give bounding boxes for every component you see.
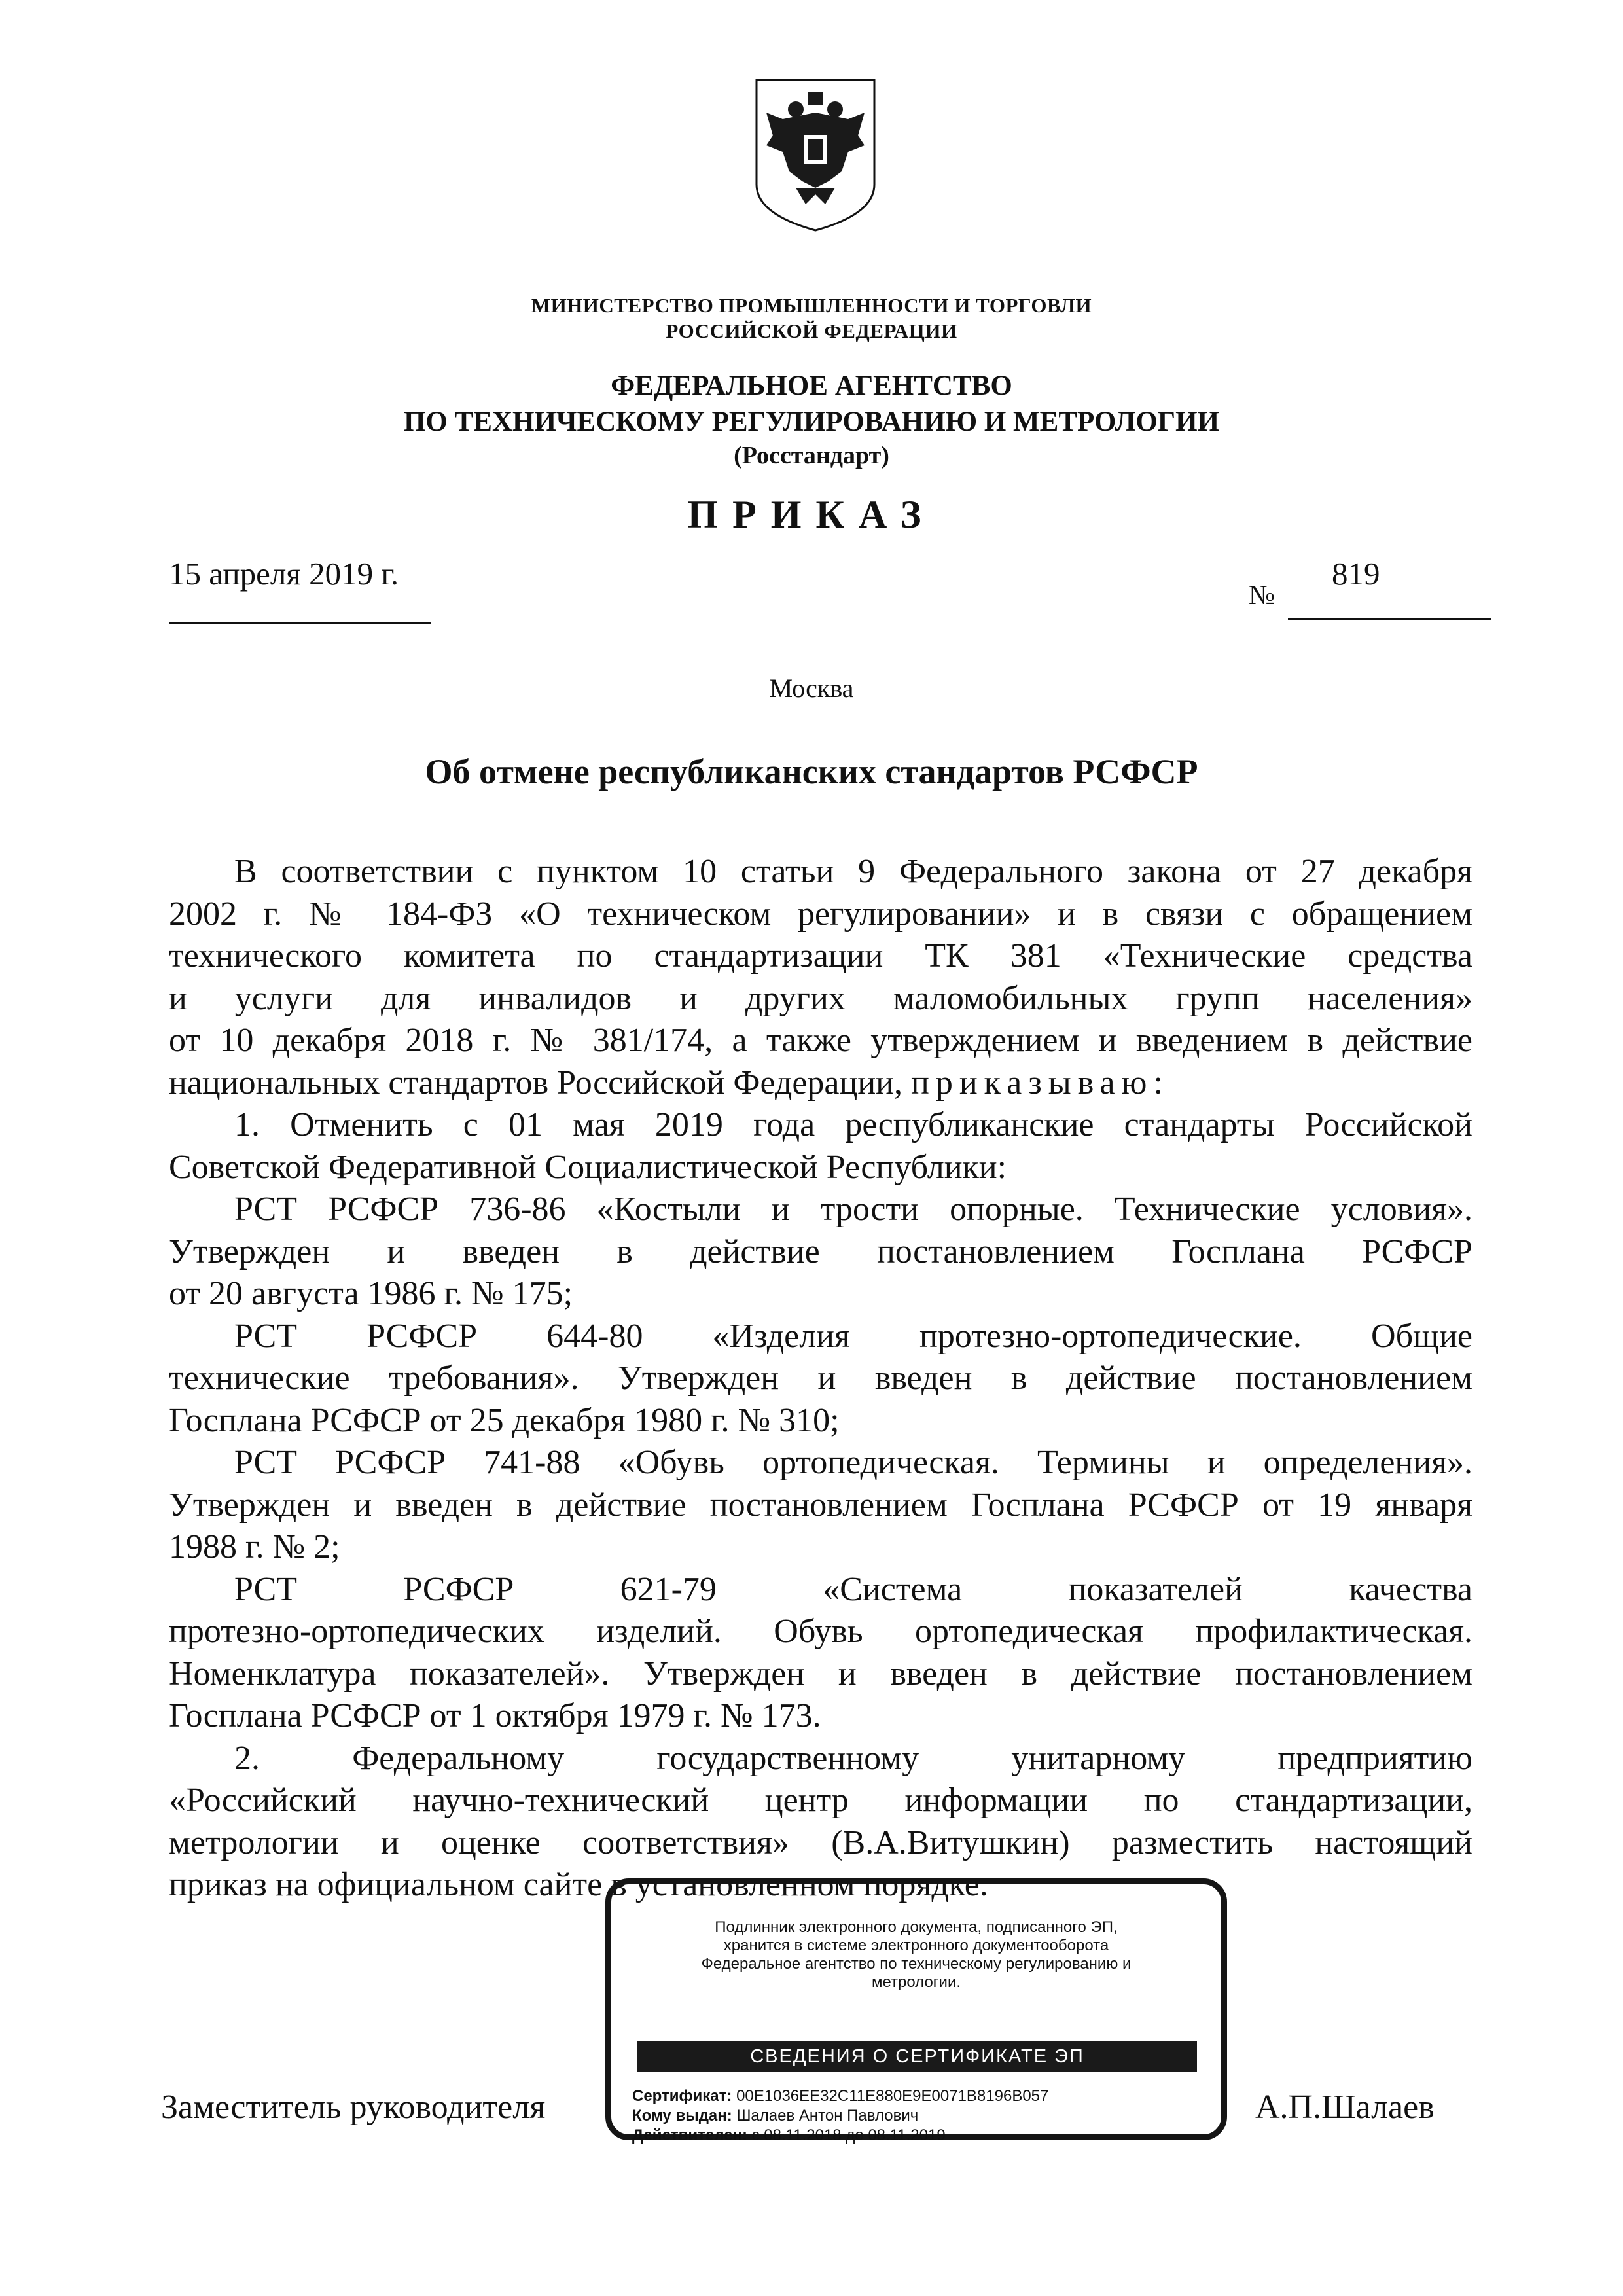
city: Москва (769, 673, 854, 703)
body-line: РСТ РСФСР 621-79 «Система показателей качества (234, 1570, 1472, 1608)
document-body (169, 851, 1472, 1907)
validity-row (632, 2126, 946, 2145)
body-line: 2. Федеральному государственному унитарному предприятию (234, 1739, 1472, 1777)
stamp-line-3: Федеральное агентство по техническому регулированию и (701, 1955, 1132, 1973)
body-line: технические требования». Утвержден и введен в действие постановлением (169, 1359, 1472, 1397)
document-type: ПРИКАЗ (687, 493, 936, 536)
body-line: Номенклатура показателей». Утвержден и введен в действие постановлением (169, 1655, 1472, 1693)
certificate-label: Сертификат: (632, 2087, 732, 2105)
body-line-part: национальных стандартов Российской Федерации, (169, 1064, 902, 1102)
agency-short-name: (Росстандарт) (734, 442, 889, 469)
body-line: Госплана РСФСР от 25 декабря 1980 г. № 310; (169, 1401, 840, 1439)
ministry-line-2: РОССИЙСКОЙ ФЕДЕРАЦИИ (666, 319, 957, 342)
body-line: 2002 г. № 184-ФЗ «О техническом регулировании» и в связи с обращением (169, 895, 1472, 933)
owner-row (632, 2107, 918, 2125)
body-line: 1988 г. № 2; (169, 1528, 340, 1566)
certificate-value: 00E1036EE32C11E880E9E0071B8196B057 (736, 2087, 1049, 2105)
agency-line-1: ФЕДЕРАЛЬНОЕ АГЕНТСТВО (611, 370, 1012, 401)
date-underline (169, 622, 431, 624)
number-label: № (1249, 581, 1275, 611)
validity-value: с 08.11.2018 до 08.11.2019 (751, 2126, 946, 2144)
owner-label: Кому выдан: (632, 2107, 732, 2125)
body-line: Утвержден и введен в действие постановлением Госплана РСФСР от 19 января (169, 1486, 1472, 1524)
signatory-name: А.П.Шалаев (1255, 2089, 1435, 2126)
signatory-position: Заместитель руководителя (161, 2089, 546, 2126)
body-line: Советской Федеративной Социалистической Республики: (169, 1148, 1007, 1186)
body-line: Госплана РСФСР от 1 октября 1979 г. № 173. (169, 1697, 821, 1734)
prikazyvayu-word: приказываю: (911, 1064, 1169, 1102)
body-line: и услуги для инвалидов и других маломобильных групп населения» (169, 979, 1472, 1017)
body-line: приказ на официальном сайте в установленном порядке. (169, 1866, 988, 1903)
number-underline (1288, 618, 1491, 620)
certificate-row (632, 2087, 1048, 2106)
electronic-signature-stamp (605, 1878, 1227, 2144)
body-line: РСТ РСФСР 644-80 «Изделия протезно-ортопедические. Общие (234, 1317, 1472, 1355)
body-line: 1. Отменить с 01 мая 2019 года республиканские стандарты Российской (234, 1106, 1472, 1143)
document-title: Об отмене республиканских стандартов РСФСР (425, 752, 1198, 791)
body-line: РСТ РСФСР 736-86 «Костыли и трости опорные. Технические условия». (234, 1191, 1472, 1228)
stamp-line-1: Подлинник электронного документа, подписанного ЭП, (715, 1918, 1118, 1936)
ministry-line-1: МИНИСТЕРСТВО ПРОМЫШЛЕННОСТИ И ТОРГОВЛИ (531, 294, 1092, 317)
body-line: технического комитета по стандартизации ТК 381 «Технические средства (169, 937, 1472, 975)
coat-of-arms-emblem (750, 73, 881, 234)
agency-line-2: ПО ТЕХНИЧЕСКОМУ РЕГУЛИРОВАНИЮ И МЕТРОЛОГИИ (403, 406, 1220, 437)
body-line: «Российский научно-технический центр информации по стандартизации, (169, 1782, 1472, 1819)
body-line: РСТ РСФСР 741-88 «Обувь ортопедическая. Термины и определения». (234, 1444, 1472, 1481)
body-line: метрологии и оценке соответствия» (В.А.Витушкин) разместить настоящий (169, 1823, 1472, 1861)
body-line: протезно-ортопедических изделий. Обувь ортопедическая профилактическая. (169, 1613, 1472, 1650)
body-line: от 20 августа 1986 г. № 175; (169, 1275, 573, 1312)
document-date: 15 апреля 2019 г. (169, 556, 399, 592)
body-line (169, 1062, 1472, 1105)
body-line: от 10 декабря 2018 г. № 381/174, а также утверждением и введением в действие (169, 1022, 1472, 1059)
body-line: Утвержден и введен в действие постановлением Госплана РСФСР (169, 1232, 1472, 1270)
owner-value: Шалаев Антон Павлович (736, 2107, 919, 2125)
document-number: 819 (1332, 556, 1380, 592)
stamp-line-2: хранится в системе электронного документооборота (723, 1937, 1109, 1954)
certificate-info-bar: СВЕДЕНИЯ О СЕРТИФИКАТЕ ЭП (637, 2041, 1197, 2072)
stamp-line-4: метрологии. (871, 1973, 961, 1991)
validity-label: Действителен: (632, 2126, 747, 2144)
body-line: В соответствии с пунктом 10 статьи 9 Федерального закона от 27 декабря (234, 853, 1472, 890)
